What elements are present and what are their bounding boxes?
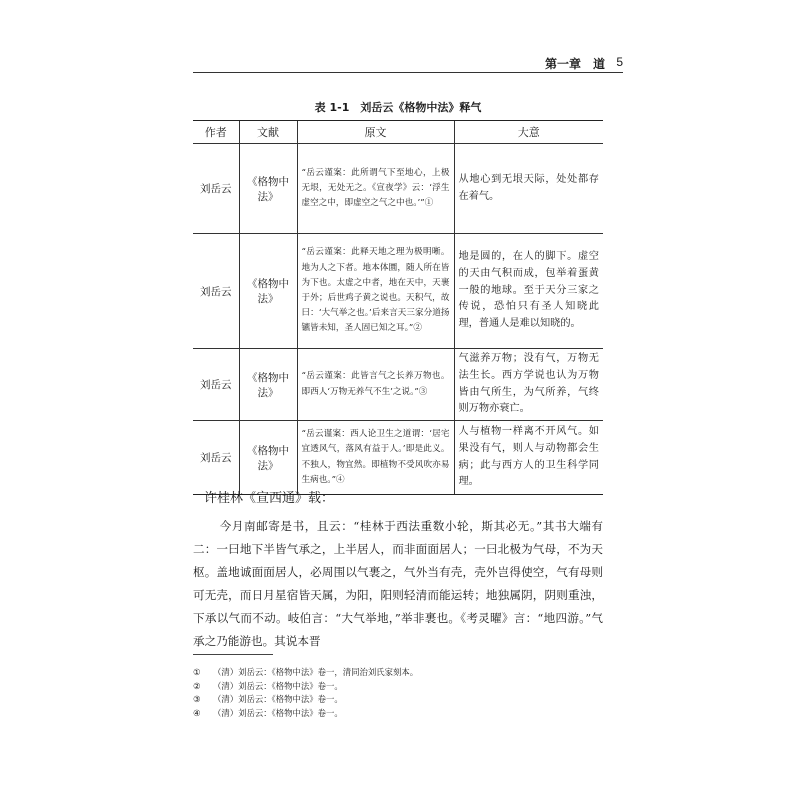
running-header	[193, 55, 623, 73]
table-header-row	[193, 121, 603, 144]
quoted-passage: 今月南邮寄是书，且云：“桂林于西法重数小轮，斯其必无。”其书大端有二：一曰地下半皆气承之，上半居人，而非面面居人；一曰北极为气母，不为天枢。盖地诚面面居人，必周围以气裹之，气外当有壳，壳外岂得使空，气有母则可无壳，而日月星宿皆天属，为阳，阳则轻清而能运转；地独属阴，阴则重浊，下承以气而不动。岐伯言：“大气举地，”举非裹也。《考灵曜》言：“地四游。”气承之乃能游也。其说本晋	[193, 519, 603, 648]
footnote-text: （清）刘岳云：《格物中法》卷一。	[213, 707, 343, 718]
footnote-marker: ①	[193, 667, 201, 677]
author-cell: 刘岳云	[193, 234, 239, 349]
lead-paragraph: 许桂林《宣西通》载：	[204, 491, 335, 506]
column-header-book: 文献	[239, 121, 297, 144]
footnote-item	[193, 680, 613, 694]
meaning-cell: 人与植物一样离不开风气。如果没有气，则人与动物都会生病；此与西方人的卫生科学同理。	[454, 421, 603, 495]
footnote-item	[193, 693, 613, 707]
table-row	[193, 421, 603, 495]
meaning-cell: 气滋养万物；没有气，万物无法生长。西方学说也认为万物皆由气所生，为气所养，气终则万物亦衰亡。	[454, 349, 603, 421]
original-text-cell: “岳云谨案：此皆言气之长养万物也。即西人‘万物无养气不生’之说。”③	[297, 349, 454, 421]
table-row	[193, 349, 603, 421]
table-row	[193, 234, 603, 349]
table-row	[193, 144, 603, 234]
author-cell: 刘岳云	[193, 349, 239, 421]
author-cell: 刘岳云	[193, 421, 239, 495]
original-text-cell: “岳云谨案：此释天地之理为极明晰。地为人之下者。地本体圜，随人所在皆为下也。太虚之中者，地在天中，天裹于外；后世鸡子黄之说也。天积气，故曰：‘大气举之也。’后来言天三家分道扬镳皆未知，圣人固已知之耳。”②	[297, 234, 454, 349]
book-cell: 《格物中法》	[239, 349, 297, 421]
chapter-title: 第一章 道	[544, 57, 605, 71]
page-number: 5	[616, 55, 623, 69]
footnote-item	[193, 666, 613, 680]
original-text-cell: “岳云谨案：西人论卫生之道谓：‘居宅宜透风气，落风有益于人。’即是此义。不独人，物宜然。即植物不受风吹亦易生病也。”④	[297, 421, 454, 495]
book-cell: 《格物中法》	[239, 234, 297, 349]
column-header-meaning: 大意	[454, 121, 603, 144]
footnote-text: （清）刘岳云：《格物中法》卷一。	[213, 680, 343, 691]
table-caption: 表 1-1 刘岳云《格物中法》释气	[314, 101, 482, 114]
footnote-marker: ②	[193, 680, 201, 691]
footnote-text: （清）刘岳云：《格物中法》卷一。	[213, 694, 343, 704]
footnote-marker: ③	[193, 694, 201, 704]
meaning-cell: 从地心到无垠天际，处处都存在着气。	[454, 144, 603, 234]
book-cell: 《格物中法》	[239, 144, 297, 234]
author-cell: 刘岳云	[193, 144, 239, 234]
meaning-cell: 地是圆的，在人的脚下。虚空的天由气积而成，包举着蛋黄一般的地球。至于天分三家之传说，恐怕只有圣人知晓此理，普通人是难以知晓的。	[454, 234, 603, 349]
column-header-author: 作者	[193, 121, 239, 144]
footnote-list	[193, 666, 613, 720]
footnote-marker: ④	[193, 707, 201, 718]
footnote-item	[193, 707, 613, 721]
original-text-cell: “岳云谨案：此所谓气下至地心，上极无垠，无处无之。《宣夜学》云：‘浮生虚空之中，即虚空之气之中也。’”①	[297, 144, 454, 234]
book-cell: 《格物中法》	[239, 421, 297, 495]
qi-interpretation-table	[193, 120, 603, 495]
footnote-divider	[193, 654, 273, 655]
footnote-text: （清）刘岳云：《格物中法》卷一，清同治刘氏家刻本。	[213, 667, 419, 677]
column-header-original: 原文	[297, 121, 454, 144]
